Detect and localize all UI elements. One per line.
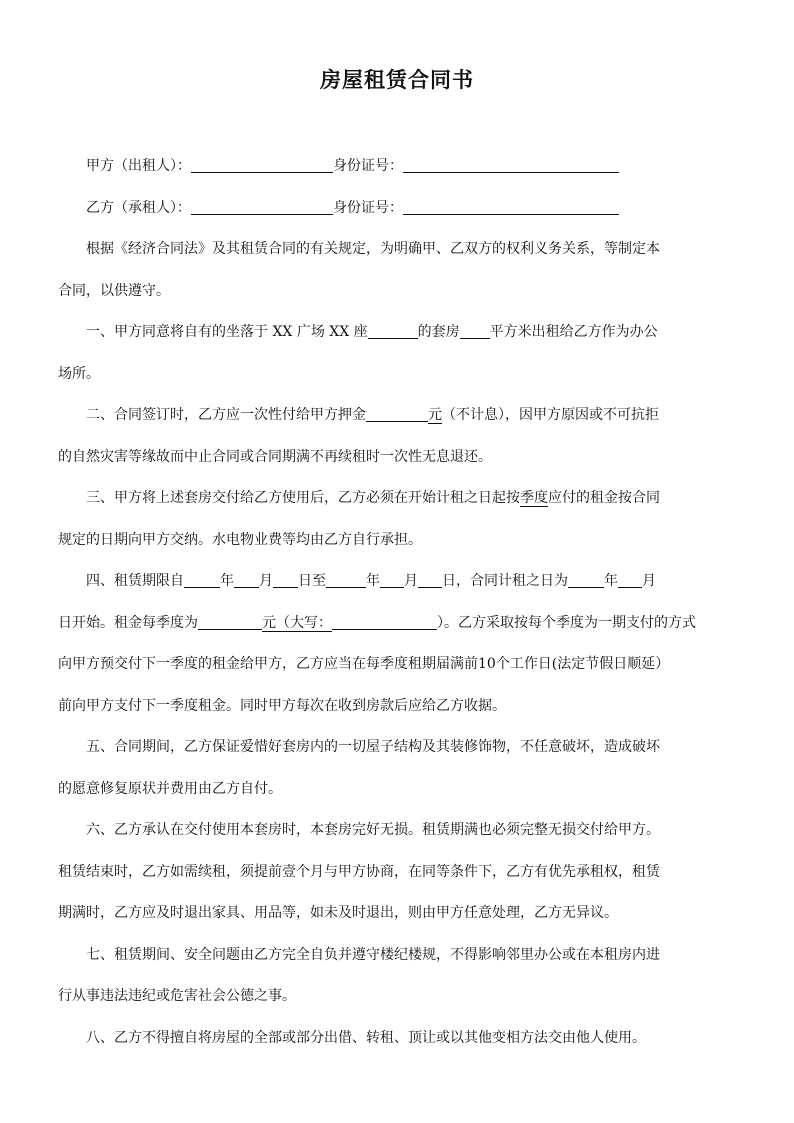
clause-3-line-2: 规定的日期向甲方交纳。水电物业费等均由乙方自行承担。 (58, 531, 422, 548)
clause-3-text-a: 三、甲方将上述套房交付给乙方使用后，乙方必须在开始计租之日起按 (86, 490, 520, 506)
rent-start-year-blank (568, 572, 604, 588)
day-to-label: 日至 (298, 573, 326, 589)
party-b-label: 乙方（承租人）： (86, 199, 191, 216)
contract-body (58, 146, 748, 1059)
quarterly-rent-blank (198, 614, 262, 630)
quarter-underlined: 季度 (520, 490, 548, 506)
intro-line-2: 合同，以供遵守。 (58, 282, 170, 299)
clause-8 (58, 1018, 748, 1060)
start-year-blank (184, 572, 220, 588)
clause-7-line-1: 七、租赁期间、安全问题由乙方完全自负并遵守楼纪楼规，不得影响邻里办公或在本租房内进 (86, 946, 660, 963)
month-label: 月 (259, 573, 273, 589)
party-a-id-label: 身份证号： (333, 158, 403, 174)
area-blank (460, 323, 490, 339)
clause-4 (58, 561, 748, 603)
clause-4-line-3 (58, 644, 748, 686)
clause-1 (58, 312, 748, 354)
clause-1-cont (58, 354, 748, 396)
end-month-blank (380, 572, 404, 588)
clause-7-line-2: 行从事违法违纪或危害社会公德之事。 (58, 988, 296, 1004)
rent-start-month-blank (618, 572, 642, 588)
start-month-blank (234, 572, 259, 588)
deposit-unit: 元 (428, 407, 442, 423)
clause-6-line-1: 六、乙方承认在交付使用本套房时，本套房完好无损。租赁期满也必须完整无损交付给甲方。 (86, 822, 660, 838)
clause-5-line-1: 五、合同期间，乙方保证爱惜好套房内的一切屋子结构及其装修饰物，不任意破坏，造成破坏 (86, 739, 660, 755)
end-year-blank (326, 572, 366, 588)
year-label: 年 (366, 573, 380, 589)
clause-4-line-4 (58, 686, 748, 728)
month-label: 月 (404, 573, 418, 589)
start-day-blank (273, 572, 298, 588)
day-label: 日，合同计租之日为 (442, 573, 568, 589)
building-room-blank (368, 323, 418, 339)
clause-3-cont (58, 520, 748, 562)
clause-1-line-2: 场所。 (58, 365, 100, 382)
deposit-blank (366, 406, 428, 422)
clause-2-text-b: （不计息），因甲方原因或不可抗拒 (442, 407, 659, 423)
party-b-name-blank (191, 199, 333, 215)
party-a-id-blank (403, 157, 619, 173)
intro-paragraph (58, 229, 748, 271)
clause-4-l4: 前向甲方支付下一季度租金。同时甲方每次在收到房款后应给乙方收据。 (58, 697, 506, 714)
end-day-blank (418, 572, 442, 588)
clause-6 (58, 810, 748, 852)
party-a-label: 甲方（出租人）： (86, 158, 191, 174)
clause-6-cont (58, 852, 748, 894)
clause-7-cont (58, 976, 748, 1018)
clause-2 (58, 395, 748, 437)
rent-unit-uppercase: 元（大写： (262, 614, 332, 631)
year-label: 年 (604, 573, 618, 589)
intro-paragraph-cont (58, 271, 748, 313)
clause-4-l2-text-b: ）。乙方采取按每个季度为一期支付的方式 (437, 614, 696, 631)
clause-6-cont-2 (58, 893, 748, 935)
month-label: 月 (642, 573, 656, 589)
clause-1-text-a: 一、甲方同意将自有的坐落于 XX 广场 XX 座 (86, 324, 368, 340)
clause-5-line-2: 的愿意修复原状并费用由乙方自付。 (58, 780, 282, 797)
party-b-id-label: 身份证号： (333, 199, 403, 216)
clause-4-text-a: 四、租赁期限自 (86, 573, 184, 589)
clause-5-cont (58, 769, 748, 811)
clause-6-line-3: 期满时，乙方应及时退出家具、用品等，如未及时退出，则由甲方任意处理，乙方无异议。 (58, 905, 618, 921)
party-a-line (58, 146, 748, 188)
document-title: 房屋租赁合同书 (320, 67, 474, 92)
clause-6-line-2: 租赁结束时，乙方如需续租，须提前壹个月与甲方协商，在同等条件下，乙方有优先承租权，租赁 (58, 863, 660, 880)
intro-line-1: 根据《经济合同法》及其租赁合同的有关规定，为明确甲、乙双方的权利义务关系，等制定本 (86, 241, 660, 257)
clause-3 (58, 478, 748, 520)
party-b-line (58, 188, 748, 230)
clause-1-text-b: 的套房 (417, 324, 460, 340)
clause-8-line-1: 八、乙方不得擅自将房屋的全部或部分出借、转租、顶让或以其他变相方法交由他人使用。 (86, 1029, 646, 1046)
rent-uppercase-blank (332, 614, 437, 630)
party-a-name-blank (191, 157, 333, 173)
clause-1-text-c: 平方米出租给乙方作为办公 (489, 324, 658, 340)
clause-4-l3: 向甲方预交付下一季度的租金给甲方，乙方应当在每季度租期届满前10个工作日(法定节假日顺延） (58, 656, 670, 672)
year-label: 年 (220, 573, 234, 589)
clause-5 (58, 727, 748, 769)
clause-3-text-b: 应付的租金按合同 (548, 490, 660, 506)
clause-2-text-a: 二、合同签订时，乙方应一次性付给甲方押金 (86, 407, 366, 423)
party-b-id-blank (403, 199, 619, 215)
clause-7 (58, 935, 748, 977)
clause-2-cont (58, 437, 748, 479)
clause-4-line-2 (58, 603, 748, 645)
clause-2-line-2: 的自然灾害等缘故而中止合同或合同期满不再续租时一次性无息退还。 (58, 448, 492, 465)
clause-4-l2-text-a: 日开始。租金每季度为 (58, 614, 198, 631)
